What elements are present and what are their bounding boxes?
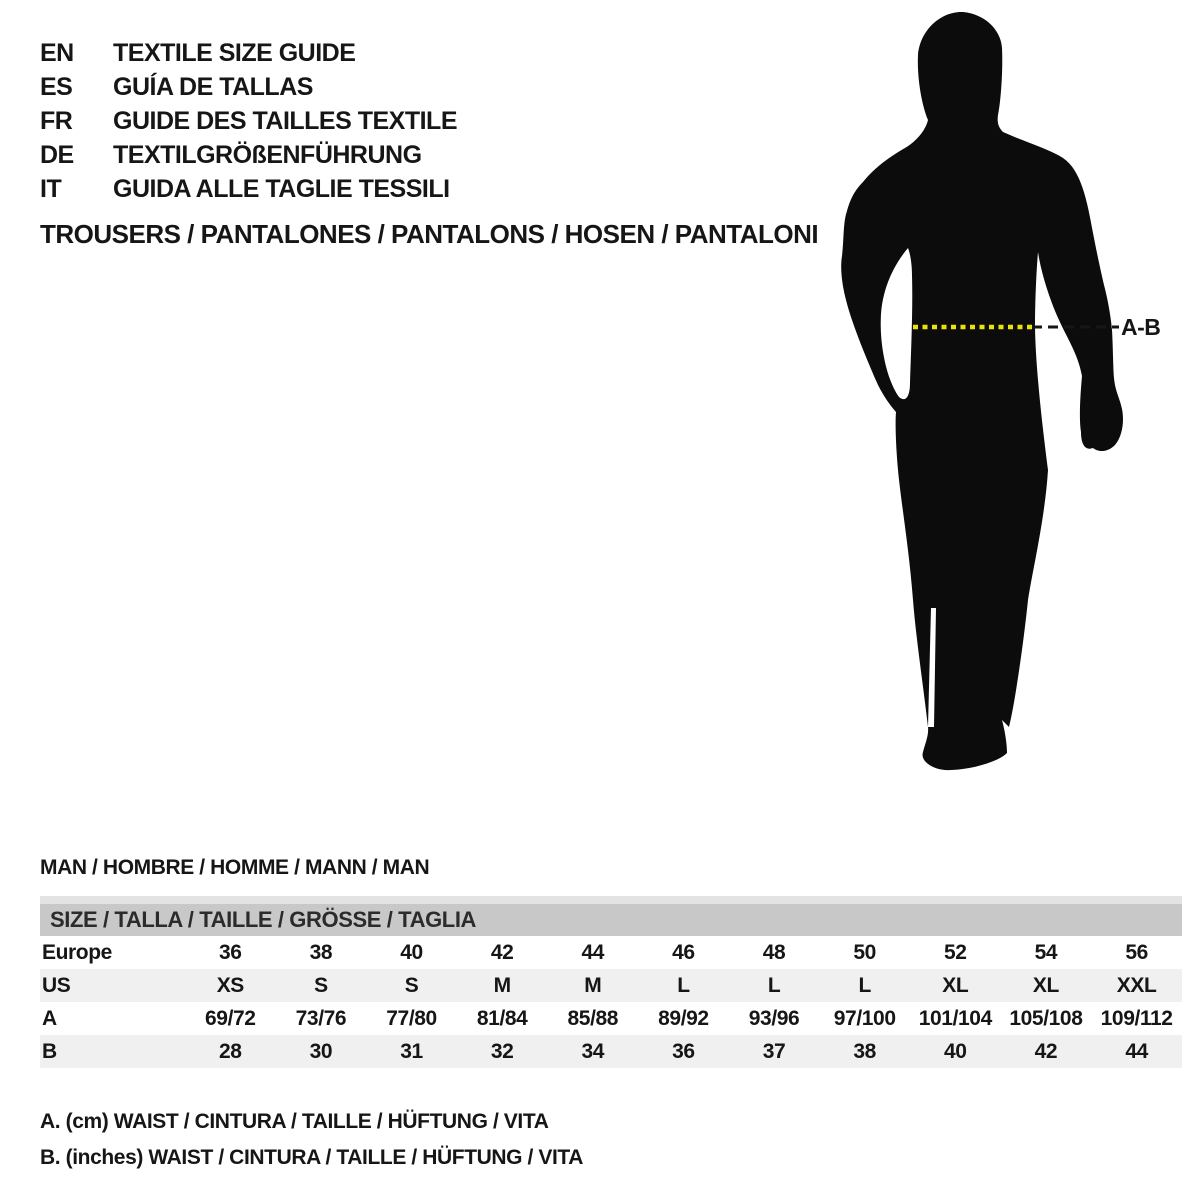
- lang-row-de: [40, 138, 457, 172]
- lang-code: FR: [40, 107, 73, 135]
- size-cell: 89/92: [658, 1006, 709, 1030]
- size-row-us: [40, 969, 1182, 1002]
- size-cell: 40: [400, 940, 423, 964]
- lang-row-en: [40, 36, 457, 70]
- size-cell: 73/76: [295, 1006, 347, 1030]
- gender-title: MAN / HOMBRE / HOMME / MANN / MAN: [40, 856, 430, 879]
- footnote-a-cm: A. (cm) WAIST / CINTURA / TAILLE / HÜFTUNG / VITA: [40, 1110, 549, 1133]
- size-cell: L: [767, 973, 781, 997]
- lang-row-es: [40, 70, 457, 104]
- size-cell: 37: [762, 1039, 786, 1063]
- lang-label: GUIDA ALLE TAGLIE TESSILI: [113, 175, 450, 203]
- lang-code: IT: [40, 175, 62, 203]
- size-cell: 101/104: [918, 1006, 992, 1030]
- size-cell: 48: [762, 940, 786, 964]
- size-cell: 56: [1125, 940, 1148, 964]
- lang-row-fr: [40, 104, 457, 138]
- size-cell: 28: [219, 1039, 242, 1063]
- size-row-europe: [40, 936, 1182, 969]
- size-cell: 105/108: [1009, 1006, 1083, 1030]
- size-cell: 42: [1034, 1039, 1058, 1063]
- size-cell: XS: [216, 973, 244, 997]
- size-cell: 54: [1034, 940, 1058, 964]
- size-cell: L: [677, 973, 690, 997]
- size-cell: 44: [1125, 1039, 1148, 1063]
- size-cell: 44: [581, 940, 605, 964]
- size-cell: 77/80: [386, 1006, 437, 1030]
- size-table-header: SIZE / TALLA / TAILLE / GRÖSSE / TAGLIA: [40, 904, 1182, 936]
- size-cell: 50: [853, 940, 876, 964]
- size-cell: M: [493, 973, 511, 997]
- lang-label: GUIDE DES TAILLES TEXTILE: [113, 107, 458, 135]
- language-title-list: [40, 36, 457, 206]
- size-cell: 36: [219, 940, 242, 964]
- size-cell: 38: [309, 940, 333, 964]
- table-top-strip: [40, 896, 1182, 904]
- size-cell: L: [858, 973, 871, 997]
- size-cell: 85/88: [567, 1006, 619, 1030]
- row-label: US: [42, 973, 71, 997]
- size-table-grid: [40, 936, 1182, 1068]
- size-cell: 97/100: [833, 1006, 896, 1030]
- lang-label: GUÍA DE TALLAS: [113, 73, 313, 101]
- size-cell: 40: [944, 1039, 967, 1063]
- size-cell: 42: [490, 940, 514, 964]
- size-cell: 30: [309, 1039, 333, 1063]
- size-cell: S: [314, 973, 328, 997]
- size-cell: 81/84: [476, 1006, 528, 1030]
- row-label: A: [42, 1006, 57, 1030]
- size-cell: 32: [490, 1039, 514, 1063]
- man-silhouette-path: [841, 12, 1123, 770]
- lang-code: EN: [40, 39, 74, 67]
- size-cell: 46: [672, 940, 695, 964]
- size-cell: 93/96: [748, 1006, 800, 1030]
- lang-label: TEXTILE SIZE GUIDE: [113, 39, 356, 67]
- size-cell: 109/112: [1100, 1006, 1173, 1030]
- waist-measure-label: A-B: [1121, 314, 1161, 340]
- size-cell: XL: [1032, 973, 1059, 997]
- row-label: Europe: [42, 940, 112, 964]
- size-cell: 69/72: [205, 1006, 256, 1030]
- size-cell: XXL: [1116, 973, 1157, 997]
- size-cell: 36: [672, 1039, 695, 1063]
- size-cell: S: [404, 973, 419, 997]
- footnote-b-inches: B. (inches) WAIST / CINTURA / TAILLE / HÜFTUNG / VITA: [40, 1146, 584, 1169]
- category-title: TROUSERS / PANTALONES / PANTALONS / HOSEN / PANTALONI: [40, 219, 819, 249]
- size-table: [40, 896, 1182, 1068]
- row-label: B: [42, 1039, 57, 1063]
- size-cell: XL: [942, 973, 969, 997]
- size-cell: 34: [581, 1039, 605, 1063]
- lang-code: ES: [40, 73, 73, 101]
- lang-code: DE: [40, 141, 74, 169]
- man-silhouette-figure: [835, 8, 1180, 778]
- lang-row-it: [40, 172, 457, 206]
- size-cell: 38: [853, 1039, 876, 1063]
- size-cell: 31: [400, 1039, 423, 1063]
- size-row-a-cm: [40, 1002, 1182, 1035]
- size-cell: M: [584, 973, 602, 997]
- size-cell: 52: [944, 940, 967, 964]
- size-row-b-inches: [40, 1035, 1182, 1068]
- lang-label: TEXTILGRÖßENFÜHRUNG: [113, 141, 422, 169]
